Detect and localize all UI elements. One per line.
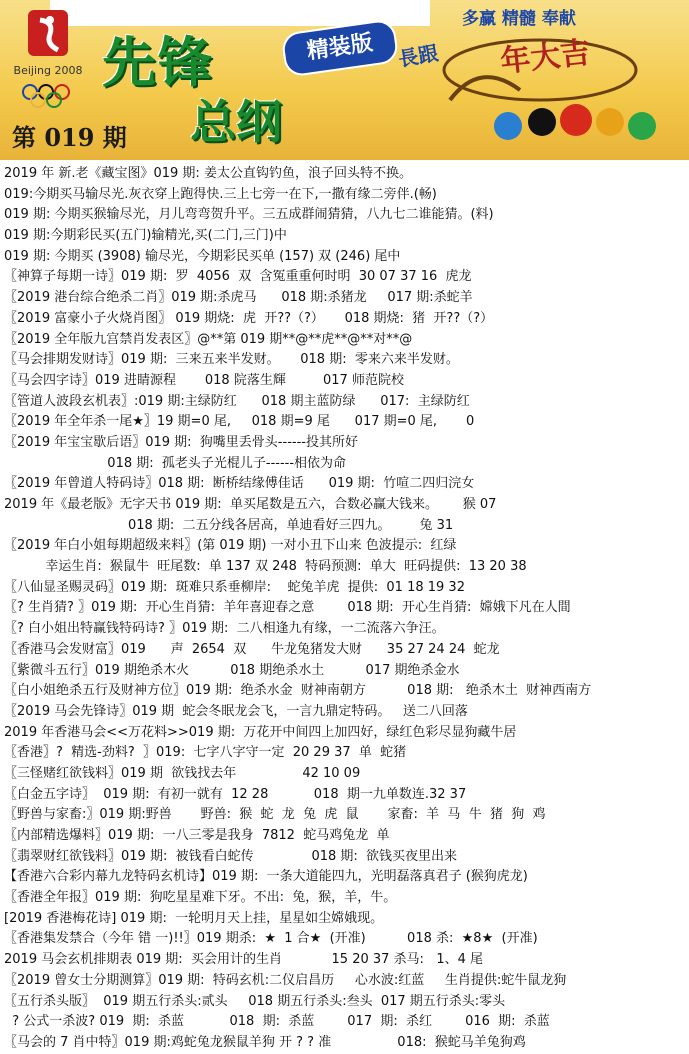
text-line: 〖白金五字诗〗 019 期: 有初一就有 12 28 018 期一九单数连.32 37 xyxy=(4,786,467,802)
header-banner xyxy=(0,0,689,160)
text-line: 〖2019 年曾道人特码诗〗018 期: 断桥结缘傅佳话 019 期: 竹喧二四归浣女 xyxy=(4,476,475,492)
text-line: 〖2019 全年版九宫禁肖发表区〗@**第 019 期**@**虎**@**对**@ xyxy=(4,331,413,347)
text-line: 〖2019 富豪小子火烧肖图〗 019 期烧: 虎 开??（?） 018 期烧: 猪 开??（?） xyxy=(4,310,494,326)
text-line: 019 期: 今期买猴输尽光，月儿弯弯贺升平。三五成群闹猜猜，八九七二谁能猜。(料) xyxy=(4,207,494,223)
text-line: 〖管道人波段玄机表〗:019 期:主绿防红 018 期主蓝防绿 017: 主绿防红 xyxy=(4,393,470,409)
text-line: 〖五行杀头版〗 019 期五行杀头:贰头 018 期五行杀头:叁头 017 期五行杀头:零头 xyxy=(4,993,506,1009)
text-line: 〖香港〗? 精选-劲料? 〗019: 七字八字守一定 20 29 37 单 蛇猪 xyxy=(4,745,407,761)
text-line: 〖2019 年全年杀一尾★〗19 期=0 尾, 018 期=9 尾 017 期=0 尾, 0 xyxy=(4,414,475,430)
text-line: ? 公式一杀波? 019 期: 杀蓝 018 期: 杀蓝 017 期: 杀红 016 期: 杀蓝 xyxy=(4,1014,550,1030)
text-line: 〖? 白小姐出特赢钱特码诗? 〗019 期: 二八相逢九有缘，一二流落六争汪。 xyxy=(4,621,445,637)
text-line: 2019 年《最老版》无字天书 019 期: 单买尾数是五六，合数必赢大钱来。 猴 07 xyxy=(4,497,497,512)
text-line: 2019 年 新.老《藏宝图》019 期: 姜太公直钩钓鱼，浪子回头特不换。 xyxy=(4,166,412,181)
prediction-text-list xyxy=(4,164,687,1054)
text-line: 019 期:今期彩民买(五门)输精光,买(二门,三门)中 xyxy=(4,228,287,244)
issue-number: 第 019 期 xyxy=(12,123,127,152)
text-line: 018 期: 孤老头子光棍儿子------相依为命 xyxy=(4,455,347,471)
text-line: 〖2019 年白小姐每期超级来料〗(第 019 期) 一对小丑下山来 色波提示: 红绿 xyxy=(4,538,457,554)
text-line: 018 期: 二五分线各居高，单迪看好三四九。 兔 31 xyxy=(4,517,454,533)
text-line: 019 期: 今期买 (3908) 输尽光，今期彩民买单 (157) 双 (246) 尾中 xyxy=(4,248,401,264)
text-line: 〖内部精选爆料〗019 期: 一八三零是我身 7812 蛇马鸡兔龙 单 xyxy=(4,828,390,843)
text-line: 〖马会的 7 肖中特〗019 期:鸡蛇兔龙猴鼠羊狗 开 ? ? 准 018: 猴蛇马羊兔狗鸡 xyxy=(4,1034,526,1050)
text-line: 〖三怪赌红欲钱料〗019 期 欲钱找去年 42 10 09 xyxy=(4,765,361,781)
logo-text: Beijing 2008 xyxy=(13,64,83,77)
text-line: 019:今期买马输尽光.灰衣穿上跑得快.三上七旁一在下,一撒有缘二旁伴.(畅) xyxy=(4,186,437,202)
text-line: 〖神算子每期一诗〗019 期: 罗 4056 双 含冤重重何时明 30 07 37 16 虎龙 xyxy=(4,269,472,285)
text-line: 2019 马会玄机排期表 019 期: 买会用计的生肖 15 20 37 杀马: 1、4 尾 xyxy=(4,952,484,968)
text-line: 〖2019 年宝宝歇后语〗019 期: 狗嘴里丢骨头------投其所好 xyxy=(4,434,358,450)
text-line: [2019 香港梅花诗] 019 期: 一轮明月天上挂，星星如尘嫦娥现。 xyxy=(4,910,384,926)
text-line: 幸运生肖: 猴鼠牛 旺尾数: 单 137 双 248 特码预测: 单大 旺码提供: 13 20 38 xyxy=(4,559,527,575)
text-line: 〖紫微斗五行〗019 期绝杀木火 018 期绝杀水土 017 期绝杀金水 xyxy=(4,662,460,678)
beijing-2008-logo xyxy=(6,8,90,118)
title-sub: 总纲 xyxy=(190,95,282,149)
text-line: 【香港六合彩内幕九龙特码玄机诗】019 期: 一条大道能四九，光明磊落真君子 (猴狗虎龙) xyxy=(4,869,528,885)
follow-text: 長跟 xyxy=(396,40,441,72)
edition-badge: 精装版 xyxy=(280,18,399,77)
art-text: 年大吉 xyxy=(498,35,592,80)
text-line: 〖2019 港台综合绝杀二肖〗019 期:杀虎马 018 期:杀猪龙 017 期:杀蛇羊 xyxy=(4,290,473,306)
text-line: 2019 年香港马会<<万花料>>019 期: 万花开中间四上加四好，绿红色彩尽显狗藏牛居 xyxy=(4,724,517,740)
text-line: 〖翡翠财红欲钱料〗019 期: 被钱看白蛇传 018 期: 欲钱买夜里出来 xyxy=(4,848,458,864)
text-line: 〖2019 马会先锋诗〗019 期 蛇会冬眠龙会飞，一言九鼎定特码。 送二八回落 xyxy=(4,703,468,719)
text-line: 〖? 生肖猜? 〗019 期: 开心生肖猜: 羊年喜迎春之意 018 期: 开心生肖猜: 嫦娥下凡在人間 xyxy=(4,600,571,616)
text-line: 〖马会排期发财诗〗019 期: 三来五来半发财。 018 期: 零来六来半发财。 xyxy=(4,352,459,368)
text-line: 〖马会四字诗〗019 进睛源程 018 院落生輝 017 师范院校 xyxy=(4,372,404,388)
text-line: 〖香港全年报〗019 期: 狗吃星星难下牙。不出: 兔，猴，羊，牛。 xyxy=(4,890,397,906)
slogan: 多赢 精髓 奉献 xyxy=(462,9,576,29)
text-line: 〖香港马会发财富〗019 声 2654 双 牛龙兔猪发大财 35 27 24 24 蛇龙 xyxy=(4,641,500,657)
text-line: 〖香港集发禁合（今年 错 一)!!〗019 期杀: ★ 1 合★ (开准) 018 杀: ★8★ (开准) xyxy=(4,931,538,947)
text-line: 〖八仙显圣赐灵码〗019 期: 斑难只系垂柳岸: 蛇兔羊虎 提供: 01 18 19 32 xyxy=(4,579,465,595)
text-line: 〖白小姐绝杀五行及财神方位〗019 期: 绝杀水金 财神南朝方 018 期: 绝杀木土 财神西南方 xyxy=(4,683,592,699)
text-line: 〖2019 曾女士分期测算〗019 期: 特码玄机:二仪启昌历 心水波:红蓝 生肖提供:蛇牛鼠龙狗 xyxy=(4,972,567,988)
title-main: 先锋 xyxy=(102,30,214,94)
text-line: 〖野兽与家畜:〗019 期:野兽 野兽: 猴 蛇 龙 兔 虎 鼠 家畜: 羊 马 牛 猪 狗 鸡 xyxy=(4,807,546,823)
